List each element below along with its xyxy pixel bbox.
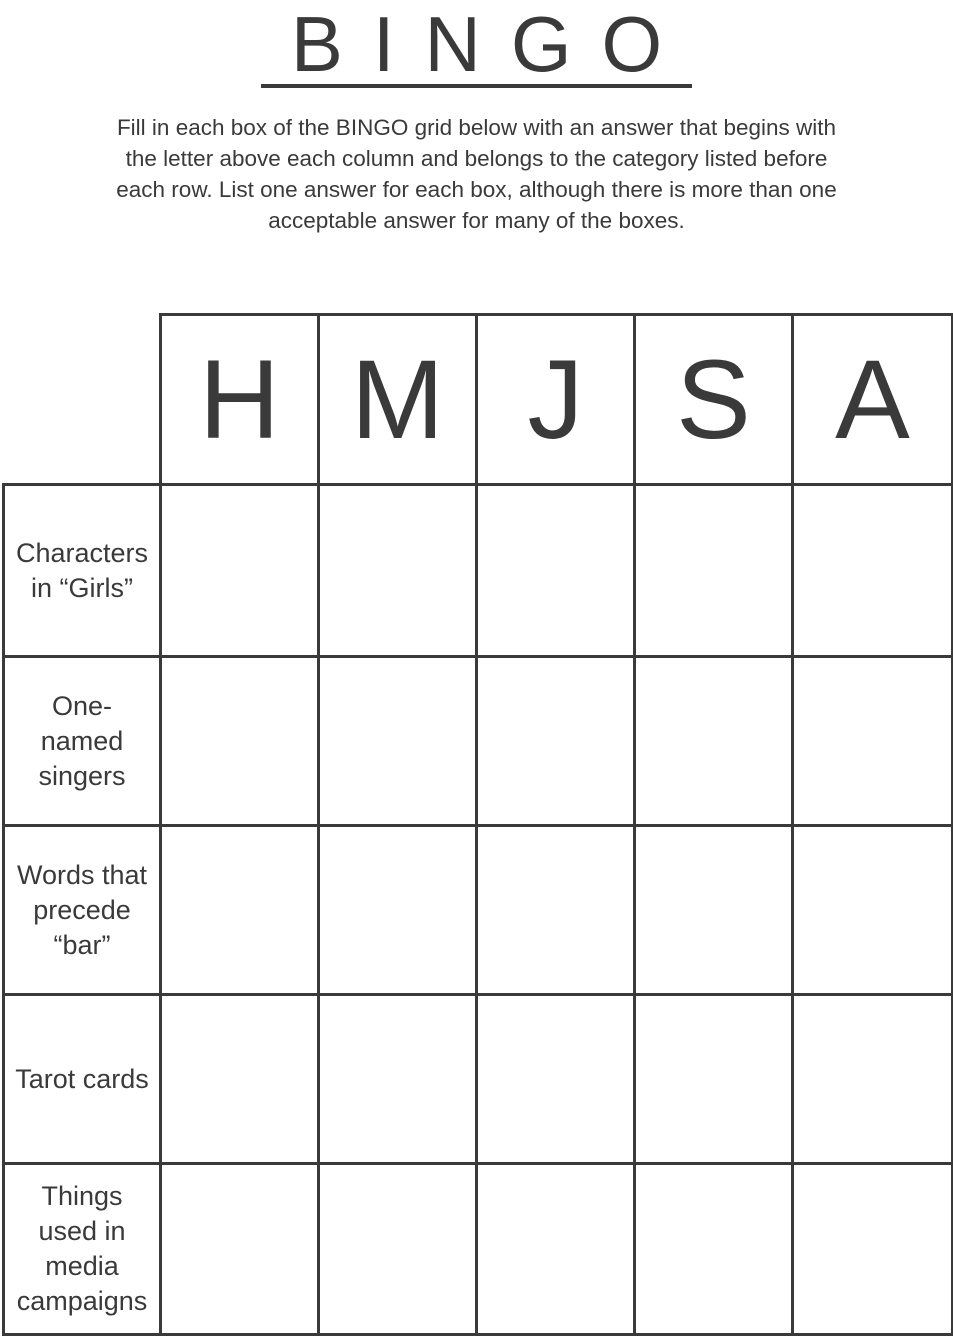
- answer-cell-s-row1[interactable]: [633, 483, 794, 658]
- answer-cell-s-row3[interactable]: [633, 824, 794, 996]
- answer-cell-m-row1[interactable]: [317, 483, 478, 658]
- answer-cell-m-row5[interactable]: [317, 1162, 478, 1336]
- answer-cell-h-row2[interactable]: [159, 655, 320, 827]
- answer-cell-h-row5[interactable]: [159, 1162, 320, 1336]
- answer-cell-h-row4[interactable]: [159, 993, 320, 1165]
- answer-cell-j-row1[interactable]: [475, 483, 636, 658]
- answer-cell-s-row5[interactable]: [633, 1162, 794, 1336]
- answer-cell-j-row3[interactable]: [475, 824, 636, 996]
- answer-cell-a-row5[interactable]: [791, 1162, 953, 1336]
- answer-cell-a-row4[interactable]: [791, 993, 953, 1165]
- answer-cell-h-row1[interactable]: [159, 483, 320, 658]
- column-header-a: A: [791, 313, 953, 486]
- column-header-j: J: [475, 313, 636, 486]
- puzzle-title-text: BINGO: [261, 4, 692, 88]
- answer-cell-j-row4[interactable]: [475, 993, 636, 1165]
- answer-cell-s-row4[interactable]: [633, 993, 794, 1165]
- answer-cell-m-row4[interactable]: [317, 993, 478, 1165]
- row-category-label: Things used in media campaigns: [2, 1162, 162, 1336]
- answer-cell-h-row3[interactable]: [159, 824, 320, 996]
- column-header-h: H: [159, 313, 320, 486]
- column-header-s: S: [633, 313, 794, 486]
- answer-cell-j-row5[interactable]: [475, 1162, 636, 1336]
- answer-cell-j-row2[interactable]: [475, 655, 636, 827]
- puzzle-title: [0, 0, 953, 88]
- instructions-text: Fill in each box of the BINGO grid below with an answer that begins with the letter above each column and belongs to the category listed before each row. List one answer for each box, although there is more than one acceptable answer for many of the boxes.: [116, 115, 837, 233]
- row-category-label: Characters in “Girls”: [2, 483, 162, 658]
- answer-cell-a-row2[interactable]: [791, 655, 953, 827]
- row-category-label: Tarot cards: [2, 993, 162, 1165]
- answer-cell-m-row3[interactable]: [317, 824, 478, 996]
- answer-cell-s-row2[interactable]: [633, 655, 794, 827]
- row-category-label: Words that precede “bar”: [2, 824, 162, 996]
- row-category-label: One-named singers: [2, 655, 162, 827]
- column-header-m: M: [317, 313, 478, 486]
- answer-cell-a-row1[interactable]: [791, 483, 953, 658]
- answer-cell-a-row3[interactable]: [791, 824, 953, 996]
- answer-cell-m-row2[interactable]: [317, 655, 478, 827]
